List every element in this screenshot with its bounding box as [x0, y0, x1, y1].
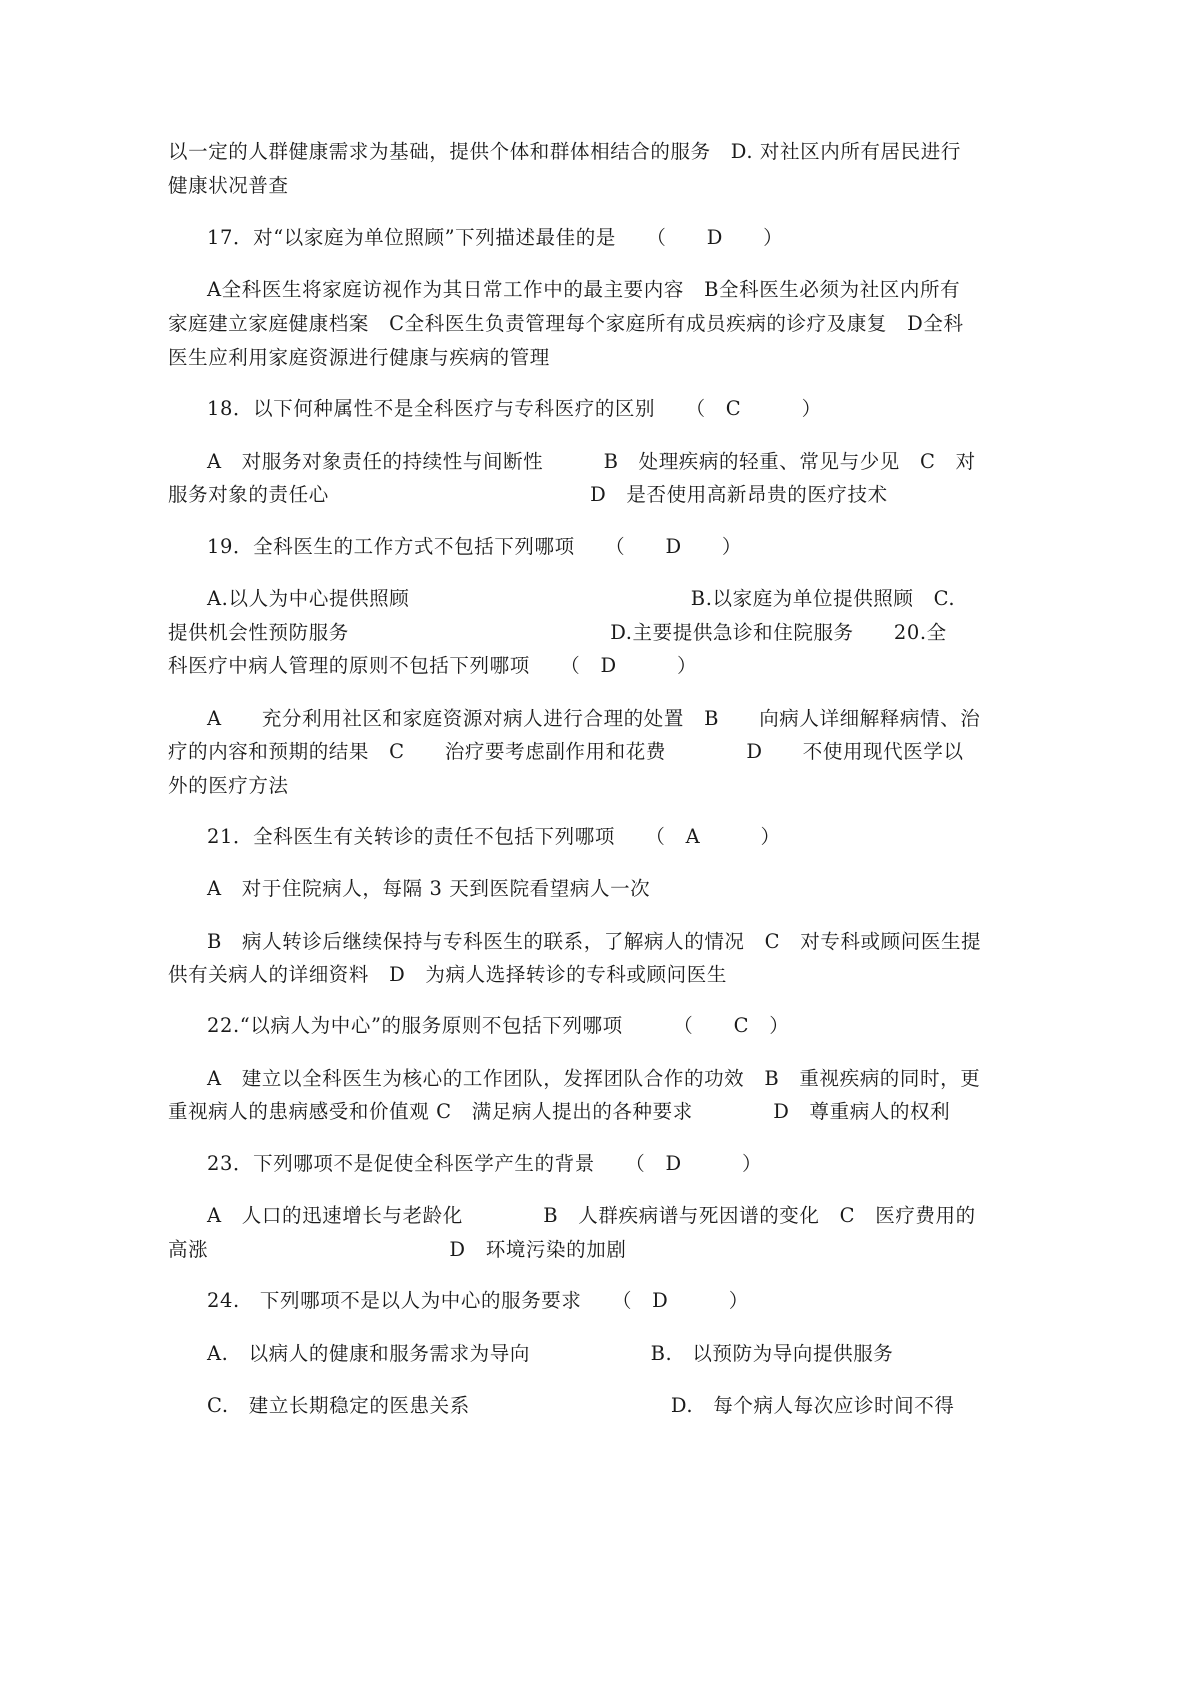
text-line: C. 建立长期稳定的医患关系 D. 每个病人每次应诊时间不得 — [207, 1394, 955, 1417]
question-22: 22.“以病人为中心”的服务原则不包括下列哪项 （ C ） — [207, 1014, 790, 1037]
text-line: A 建立以全科医生为核心的工作团队，发挥团队合作的功效 B 重视疾病的同时，更 — [207, 1067, 981, 1090]
question-24: 24. 下列哪项不是以人为中心的服务要求 （ D ） — [207, 1289, 749, 1312]
text-line: A.以人为中心提供照顾 B.以家庭为单位提供照顾 C. — [207, 587, 956, 610]
text-line: 以一定的人群健康需求为基础，提供个体和群体相结合的服务 D. 对社区内所有居民进行 — [168, 140, 961, 163]
question-18: 18．以下何种属性不是全科医疗与专科医疗的区别 （ C ） — [207, 397, 822, 420]
text-line: A 对服务对象责任的持续性与间断性 B 处理疾病的轻重、常见与少见 C 对 — [207, 450, 976, 473]
text-line: 提供机会性预防服务 D.主要提供急诊和住院服务 20.全 — [168, 621, 947, 644]
text-line: A 充分利用社区和家庭资源对病人进行合理的处置 B 向病人详细解释病情、治 — [207, 707, 981, 730]
text-line: 健康状况普查 — [168, 174, 289, 197]
question-20: 科医疗中病人管理的原则不包括下列哪项 （ D ） — [168, 654, 698, 677]
text-line: 医生应利用家庭资源进行健康与疾病的管理 — [168, 346, 550, 369]
text-line: 外的医疗方法 — [168, 774, 289, 797]
text-line: A 人口的迅速增长与老龄化 B 人群疾病谱与死因谱的变化 C 医疗费用的 — [207, 1204, 976, 1227]
text-line: B 病人转诊后继续保持与专科医生的联系，了解病人的情况 C 对专科或顾问医生提 — [207, 930, 982, 953]
text-line: 供有关病人的详细资料 D 为病人选择转诊的专科或顾问医生 — [168, 963, 727, 986]
text-line: 家庭建立家庭健康档案 C全科医生负责管理每个家庭所有成员疾病的诊疗及康复 D全科 — [168, 312, 964, 335]
text-line: 高涨 D 环境污染的加剧 — [168, 1238, 627, 1261]
text-line: A全科医生将家庭访视作为其日常工作中的最主要内容 B全科医生必须为社区内所有 — [207, 278, 961, 301]
text-line: 服务对象的责任心 D 是否使用高新昂贵的医疗技术 — [168, 483, 888, 506]
question-23: 23．下列哪项不是促使全科医学产生的背景 （ D ） — [207, 1152, 763, 1175]
text-line: 重视病人的患病感受和价值观 C 满足病人提出的各种要求 D 尊重病人的权利 — [168, 1100, 951, 1123]
question-19: 19．全科医生的工作方式不包括下列哪项 （ D ） — [207, 535, 742, 558]
text-line: 疗的内容和预期的结果 C 治疗要考虑副作用和花费 D 不使用现代医学以 — [168, 740, 964, 763]
question-21: 21．全科医生有关转诊的责任不包括下列哪项 （ A ） — [207, 825, 781, 848]
text-line: A 对于住院病人，每隔 3 天到医院看望病人一次 — [207, 877, 651, 900]
text-line: A. 以病人的健康和服务需求为导向 B. 以预防为导向提供服务 — [207, 1342, 894, 1365]
question-17: 17．对“以家庭为单位照顾”下列描述最佳的是 （ D ） — [207, 226, 784, 249]
